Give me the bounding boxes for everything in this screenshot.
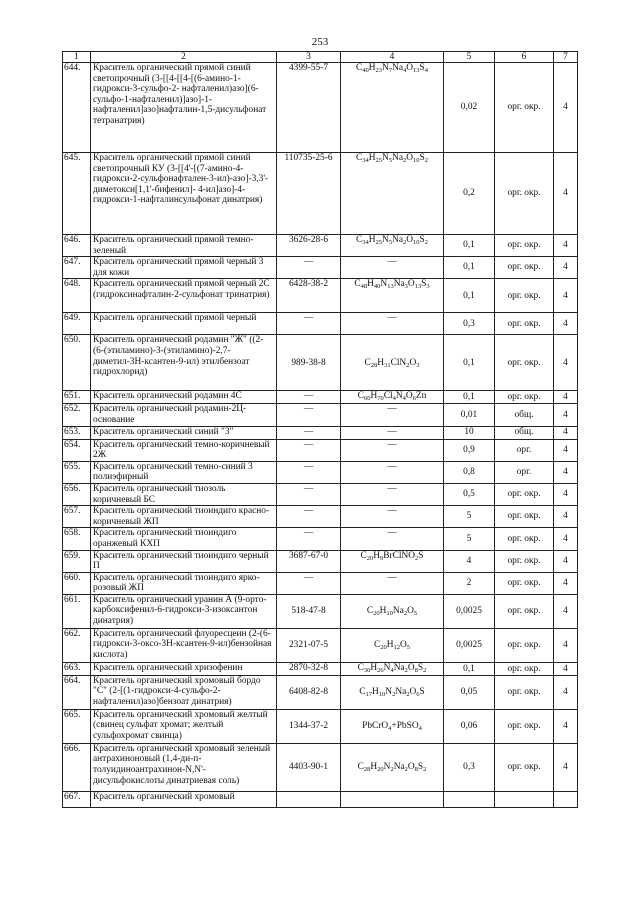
substance-name: Краситель органический темно-синий 3 полиэфирный [91, 461, 277, 483]
hazard-class: 4 [554, 461, 578, 483]
column-header: 5 [444, 52, 495, 63]
row-number: 652. [63, 404, 91, 426]
row-number: 648. [63, 279, 91, 313]
chemical-formula: $C_{20}H_{12}O_5$ [341, 628, 444, 662]
substance-category [495, 791, 554, 807]
table-row [63, 628, 578, 662]
chemical-formula: — [341, 528, 444, 550]
row-number: 664. [63, 675, 91, 709]
substance-name: Краситель органический тиозоль коричневый БС [91, 483, 277, 505]
threshold-quantity: 0,1 [444, 279, 495, 313]
substance-name: Краситель органический тиоиндиго оранжевый КХП [91, 528, 277, 550]
table-row [63, 528, 578, 550]
table-row [63, 483, 578, 505]
substance-category: орг. окр. [495, 63, 554, 153]
substance-name: Краситель органический хризофенин [91, 662, 277, 675]
threshold-quantity: 5 [444, 506, 495, 528]
substance-name: Краситель органический тиоиндиго красно- коричневый ЖП [91, 506, 277, 528]
substance-name: Краситель органический родамин 4С [91, 391, 277, 404]
table-row [63, 153, 578, 235]
substance-name: Краситель органический прямой синий светопрочный (3-[[4-[[4-[(6-амино-1-гидрокси-3-сульфо-2- нафталенил)азо](6-сульфо-1-нафталенил)]азо]-1-нафталенил]азо]нафталин-1,5-дисульфонат тетранатрия) [91, 63, 277, 153]
substance-category: орг. окр. [495, 709, 554, 743]
cas-number: — [277, 313, 341, 335]
chemical-formula: $C_{28}H_{20}N_2Na_2O_8S_2$ [341, 743, 444, 791]
row-number: 650. [63, 335, 91, 391]
hazard-class [554, 791, 578, 807]
substance-category: орг. [495, 461, 554, 483]
substance-name: Краситель органический прямой черный 2С (гидроксинафталин-2-сульфонат тринатрия) [91, 279, 277, 313]
hazard-class: 4 [554, 426, 578, 439]
cas-number: — [277, 506, 341, 528]
hazard-class: 4 [554, 335, 578, 391]
cas-number: 1344-37-2 [277, 709, 341, 743]
table-row [63, 439, 578, 461]
substance-category: орг. окр. [495, 153, 554, 235]
table-row [63, 550, 578, 572]
table-row [63, 572, 578, 594]
substance-name: Краситель органический родамин-2Ц-основание [91, 404, 277, 426]
cas-number: — [277, 257, 341, 279]
row-number: 651. [63, 391, 91, 404]
row-number: 661. [63, 594, 91, 628]
chemical-formula: $C_{17}H_{10}N_2Na_2O_6S$ [341, 675, 444, 709]
table-row [63, 461, 578, 483]
hazard-class: 4 [554, 257, 578, 279]
hazard-class: 4 [554, 675, 578, 709]
cas-number: 3687-67-0 [277, 550, 341, 572]
substance-name: Краситель органический темно-коричневый 2Ж [91, 439, 277, 461]
hazard-class: 4 [554, 506, 578, 528]
column-header: 2 [91, 52, 277, 63]
cas-number [277, 791, 341, 807]
cas-number: 4399-55-7 [277, 63, 341, 153]
substance-name: Краситель органический прямой черный 3 для кожи [91, 257, 277, 279]
chemical-formula: — [341, 461, 444, 483]
chemical-formula: $C_{28}H_{31}ClN_2O_3$ [341, 335, 444, 391]
substance-name: Краситель органический хромовый [91, 791, 277, 807]
hazard-class: 4 [554, 550, 578, 572]
substance-name: Краситель органический хромовый бордо "С" (2-[(1-гидрокси-4-сульфо-2-нафталенил)азо]бензоат динатрия) [91, 675, 277, 709]
threshold-quantity: 0,2 [444, 153, 495, 235]
chemical-formula: — [341, 257, 444, 279]
table-row [63, 506, 578, 528]
cas-number: — [277, 404, 341, 426]
cas-number: 989-38-8 [277, 335, 341, 391]
substance-category: общ. [495, 426, 554, 439]
substance-category: орг. окр. [495, 628, 554, 662]
row-number: 646. [63, 235, 91, 257]
row-number: 665. [63, 709, 91, 743]
row-number: 663. [63, 662, 91, 675]
column-header: 7 [554, 52, 578, 63]
row-number: 649. [63, 313, 91, 335]
row-number: 645. [63, 153, 91, 235]
row-number: 655. [63, 461, 91, 483]
table-row [63, 235, 578, 257]
row-number: 662. [63, 628, 91, 662]
chemical-formula: — [341, 404, 444, 426]
substance-name: Краситель органический хромовый желтый (свинец сульфат хромат; желтый сульфохромат свинца) [91, 709, 277, 743]
threshold-quantity: 0,1 [444, 335, 495, 391]
threshold-quantity [444, 791, 495, 807]
table-row [63, 709, 578, 743]
chemical-formula [341, 791, 444, 807]
table-row [63, 335, 578, 391]
substance-category: орг. окр. [495, 313, 554, 335]
threshold-quantity: 0,3 [444, 743, 495, 791]
hazard-class: 4 [554, 528, 578, 550]
row-number: 647. [63, 257, 91, 279]
cas-number: — [277, 426, 341, 439]
chemical-formula: — [341, 313, 444, 335]
column-header: 1 [63, 52, 91, 63]
substance-category: орг. окр. [495, 743, 554, 791]
threshold-quantity: 0,3 [444, 313, 495, 335]
chemical-formula: — [341, 506, 444, 528]
table-row [63, 63, 578, 153]
hazard-class: 4 [554, 313, 578, 335]
chemical-formula: $C_{60}H_{70}Cl_4N_4O_6Zn$ [341, 391, 444, 404]
threshold-quantity: 0,1 [444, 391, 495, 404]
row-number: 656. [63, 483, 91, 505]
table-row [63, 791, 578, 807]
row-number: 659. [63, 550, 91, 572]
hazard-class: 4 [554, 662, 578, 675]
substance-category: орг. окр. [495, 335, 554, 391]
chemical-formula: $C_{48}H_{40}N_{13}Na_3O_{13}S_3$ [341, 279, 444, 313]
cas-number: — [277, 528, 341, 550]
threshold-quantity: 0,1 [444, 235, 495, 257]
hazard-class: 4 [554, 279, 578, 313]
chemical-formula: $C_{20}H_{10}Na_2O_5$ [341, 594, 444, 628]
hazard-class: 4 [554, 743, 578, 791]
cas-number: 518-47-8 [277, 594, 341, 628]
chemical-formula: — [341, 572, 444, 594]
cas-number: — [277, 572, 341, 594]
hazard-class: 4 [554, 63, 578, 153]
threshold-quantity: 4 [444, 550, 495, 572]
threshold-quantity: 0,0025 [444, 594, 495, 628]
chemical-formula: $C_{20}H_9BrClNO_2S$ [341, 550, 444, 572]
cas-number: 2321-07-5 [277, 628, 341, 662]
chemical-formula: $C_{30}H_{26}N_4Na_2O_8S_2$ [341, 662, 444, 675]
chemical-formula: $C_{40}H_{23}N_7Na_4O_{13}S_4$ [341, 63, 444, 153]
cas-number: — [277, 439, 341, 461]
threshold-quantity: 0,1 [444, 662, 495, 675]
threshold-quantity: 0,1 [444, 257, 495, 279]
cas-number: — [277, 483, 341, 505]
row-number: 644. [63, 63, 91, 153]
threshold-quantity: 0,8 [444, 461, 495, 483]
substance-name: Краситель органический уранин А (9-орто-карбоксифенил-6-гидрокси-3-изоксантон динатрия) [91, 594, 277, 628]
threshold-quantity: 0,9 [444, 439, 495, 461]
substance-name: Краситель органический родамин "Ж" ((2-(6-(этиламино)-3-(этиламино)-2,7-диметил-3Н-ксантен-9-ил) этилбензоат гидрохлорид) [91, 335, 277, 391]
threshold-quantity: 0,05 [444, 675, 495, 709]
table-row [63, 313, 578, 335]
threshold-quantity: 0,06 [444, 709, 495, 743]
table-row [63, 391, 578, 404]
substance-category: орг. окр. [495, 391, 554, 404]
substance-name: Краситель органический флуоресцеин (2-(6-гидрокси-3-оксо-3Н-ксантен-9-ил)бензойная кислота) [91, 628, 277, 662]
table-row [63, 594, 578, 628]
substance-category: орг. окр. [495, 572, 554, 594]
cas-number: — [277, 391, 341, 404]
row-number: 666. [63, 743, 91, 791]
column-header: 6 [495, 52, 554, 63]
substance-category: орг. окр. [495, 594, 554, 628]
substance-category: орг. окр. [495, 235, 554, 257]
threshold-quantity: 0,5 [444, 483, 495, 505]
threshold-quantity: 10 [444, 426, 495, 439]
row-number: 667. [63, 791, 91, 807]
chemical-formula: $C_{34}H_{25}N_5Na_2O_{10}S_2$ [341, 153, 444, 235]
column-header: 3 [277, 52, 341, 63]
table-row [63, 662, 578, 675]
substance-category: орг. окр. [495, 675, 554, 709]
substance-name: Краситель органический синий "3" [91, 426, 277, 439]
table-header-row [63, 52, 578, 63]
cas-number: 6428-38-2 [277, 279, 341, 313]
table-row [63, 426, 578, 439]
substance-name: Краситель органический прямой синий светопрочный КУ (3-[[4'-[(7-амино-4-гидрокси-2-сульфонафтален-3-ил)-азо]-3,3'-диметокси[1,1'-бифенил]- 4-ил]азо]-4-гидрокси-1-нафталинсульфонат динатрия) [91, 153, 277, 235]
substances-table [62, 51, 578, 808]
hazard-class: 4 [554, 404, 578, 426]
cas-number: 3626-28-6 [277, 235, 341, 257]
hazard-class: 4 [554, 483, 578, 505]
threshold-quantity: 5 [444, 528, 495, 550]
cas-number: — [277, 461, 341, 483]
threshold-quantity: 2 [444, 572, 495, 594]
threshold-quantity: 0,02 [444, 63, 495, 153]
substance-category: орг. [495, 439, 554, 461]
substance-name: Краситель органический тиоиндиго черный П [91, 550, 277, 572]
hazard-class: 4 [554, 594, 578, 628]
hazard-class: 4 [554, 439, 578, 461]
row-number: 658. [63, 528, 91, 550]
substance-name: Краситель органический хромовый зеленый антрахиноновый (1,4-ди-п-толуидиноантрахинон-N,N'-дисульфокислоты динатриевая соль) [91, 743, 277, 791]
table-row [63, 743, 578, 791]
cas-number: 2870-32-8 [277, 662, 341, 675]
substance-category: орг. окр. [495, 528, 554, 550]
cas-number: 4403-90-1 [277, 743, 341, 791]
chemical-formula: — [341, 483, 444, 505]
chemical-formula: — [341, 439, 444, 461]
table-row [63, 257, 578, 279]
hazard-class: 4 [554, 391, 578, 404]
column-header: 4 [341, 52, 444, 63]
cas-number: 110735-25-6 [277, 153, 341, 235]
hazard-class: 4 [554, 153, 578, 235]
row-number: 654. [63, 439, 91, 461]
hazard-class: 4 [554, 628, 578, 662]
row-number: 657. [63, 506, 91, 528]
hazard-class: 4 [554, 235, 578, 257]
substance-category: орг. окр. [495, 506, 554, 528]
substance-name: Краситель органический прямой черный [91, 313, 277, 335]
chemical-formula: — [341, 426, 444, 439]
substance-category: орг. окр. [495, 662, 554, 675]
table-row [63, 404, 578, 426]
table-row [63, 675, 578, 709]
substance-category: орг. окр. [495, 550, 554, 572]
threshold-quantity: 0,01 [444, 404, 495, 426]
row-number: 660. [63, 572, 91, 594]
substance-category: орг. окр. [495, 279, 554, 313]
substance-name: Краситель органический прямой темно-зеленый [91, 235, 277, 257]
substance-category: орг. окр. [495, 483, 554, 505]
substance-category: орг. окр. [495, 257, 554, 279]
hazard-class: 4 [554, 709, 578, 743]
threshold-quantity: 0,0025 [444, 628, 495, 662]
chemical-formula: PbCrO$_4$+PbSO$_4$ [341, 709, 444, 743]
page-number: 253 [311, 36, 329, 48]
hazard-class: 4 [554, 572, 578, 594]
row-number: 653. [63, 426, 91, 439]
cas-number: 6408-82-8 [277, 675, 341, 709]
substance-name: Краситель органический тиоиндиго ярко- розовый ЖП [91, 572, 277, 594]
chemical-formula: $C_{34}H_{25}N_5Na_2O_{10}S_2$ [341, 235, 444, 257]
table-row [63, 279, 578, 313]
substance-category: общ. [495, 404, 554, 426]
